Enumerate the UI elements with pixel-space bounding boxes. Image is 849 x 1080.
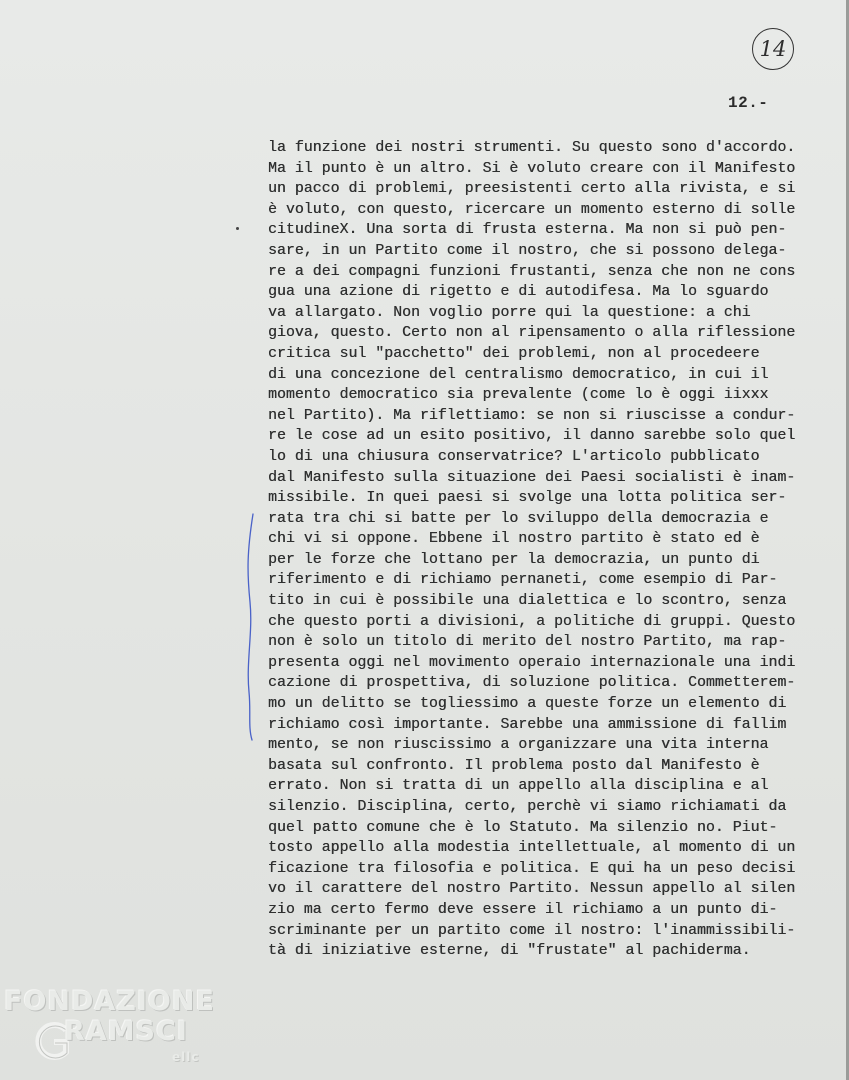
text-line: giova, questo. Certo non al ripensamento o alla riflessione <box>268 325 796 342</box>
fondazione-gramsci-watermark <box>4 986 219 1076</box>
text-line: non è solo un titolo di merito del nostro Partito, ma rap- <box>268 634 787 651</box>
text-line: sare, in un Partito come il nostro, che si possono delega- <box>268 242 787 259</box>
text-line: quel patto comune che è lo Statuto. Ma silenzio no. Piut- <box>268 819 778 836</box>
text-line: cazione di prospettiva, di soluzione politica. Commetterem- <box>268 675 796 692</box>
watermark-line-1: FONDAZIONE <box>4 986 215 1017</box>
text-line: richiamo così importante. Sarebbe una ammissione di fallim <box>268 716 787 733</box>
text-line: critica sul "pacchetto" dei problemi, non al procedeere <box>268 345 760 362</box>
text-line: re a dei compagni funzioni frustanti, senza che non ne cons <box>268 263 796 280</box>
text-line: Ma il punto è un altro. Si è voluto creare con il Manifesto <box>268 160 796 177</box>
text-line: per le forze che lottano per la democrazia, un punto di <box>268 551 760 568</box>
text-line: dal Manifesto sulla situazione dei Paesi socialisti è inam- <box>268 469 796 486</box>
text-line: mo un delitto se togliessimo a queste forze un elemento di <box>268 696 787 713</box>
text-line: errato. Non si tratta di un appello alla disciplina e al <box>268 778 769 795</box>
watermark-line-2: RAMSCI <box>64 1016 188 1047</box>
text-line: chi vi si oppone. Ebbene il nostro partito è stato ed è <box>268 531 760 548</box>
text-line: che questo porti a divisioni, a politiche di gruppi. Questo <box>268 613 796 630</box>
watermark-line-3: ellc <box>172 1050 200 1064</box>
text-line: basata sul confronto. Il problema posto dal Manifesto è <box>268 757 760 774</box>
text-line: la funzione dei nostri strumenti. Su questo sono d'accordo. <box>268 140 796 156</box>
page-number: 12.- <box>728 94 769 112</box>
text-line: zio ma certo fermo deve essere il richiamo a un punto di- <box>268 901 778 918</box>
text-line: silenzio. Disciplina, certo, perchè vi siamo richiamati da <box>268 799 787 815</box>
folio-text: 14 <box>759 37 787 61</box>
text-line: riferimento e di richiamo pernaneti, come esempio di Par- <box>268 572 778 589</box>
text-line: mento, se non riuscissimo a organizzare una vita interna <box>268 737 769 754</box>
typed-body-text <box>268 138 848 962</box>
text-line: momento democratico sia prevalente (come lo è oggi iixxx <box>268 387 769 404</box>
text-line: re le cose ad un esito positivo, il danno sarebbe solo quel <box>268 428 796 445</box>
text-line: tito in cui è possibile una dialettica e lo scontro, senza <box>268 593 787 610</box>
folio-number-circled <box>752 28 794 70</box>
text-line: presenta oggi nel movimento operaio internazionale una indi <box>268 654 796 671</box>
text-line: è voluto, con questo, ricercare un momento esterno di solle <box>268 201 796 218</box>
text-line: tà di iniziative esterne, di "frustate" al pachiderma. <box>268 943 751 960</box>
text-line: rata tra chi si batte per lo sviluppo della democrazia e <box>268 510 769 527</box>
text-line: nel Partito). Ma riflettiamo: se non si riuscisse a condur- <box>268 407 796 424</box>
text-line: di una concezione del centralismo democratico, in cui il <box>268 366 769 383</box>
text-line: lo di una chiusura conservatrice? L'articolo pubblicato <box>268 448 760 465</box>
text-line: tosto appello alla modestia intellettuale, al momento di un <box>268 840 796 857</box>
text-line: citudineX. Una sorta di frusta esterna. Ma non si può pen- <box>268 222 787 239</box>
stray-ink-dot <box>236 227 239 230</box>
text-line: ficazione tra filosofia e politica. E qui ha un peso decisi <box>268 860 796 877</box>
text-line: missibile. In quei paesi si svolge una lotta politica ser- <box>268 490 787 507</box>
text-line: va allargato. Non voglio porre qui la questione: a chi <box>268 304 751 321</box>
text-line: un pacco di problemi, preesistenti certo alla rivista, e si <box>268 181 796 198</box>
text-line: scriminante per un partito come il nostro: l'inammissibili- <box>268 922 796 939</box>
text-line: gua una azione di rigetto e di autodifesa. Ma lo sguardo <box>268 284 769 301</box>
text-line: vo il carattere del nostro Partito. Nessun appello al silen <box>268 881 796 898</box>
margin-pencil-mark <box>244 512 258 742</box>
